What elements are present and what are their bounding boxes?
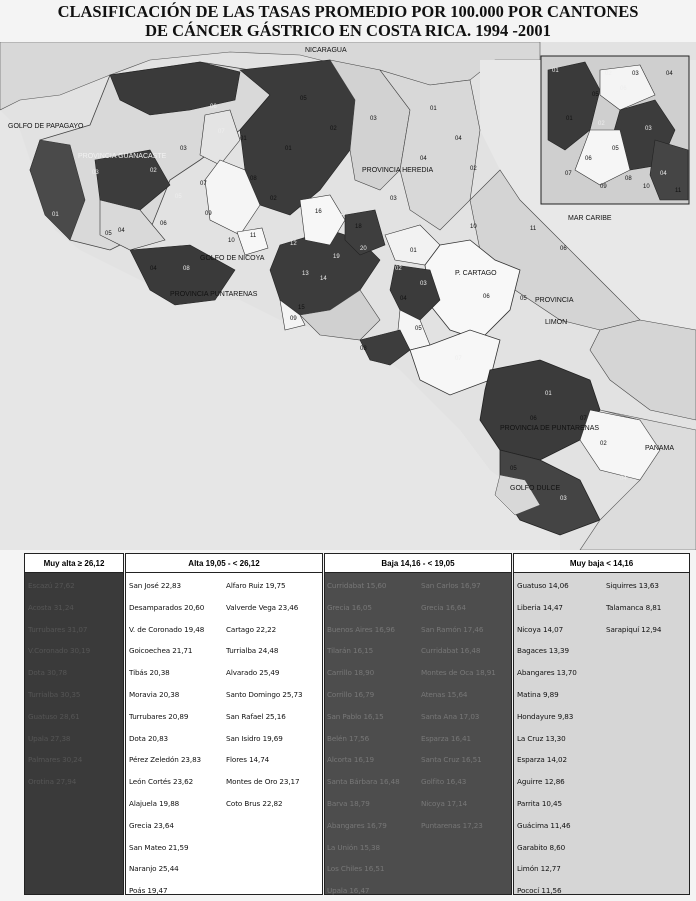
canton-number: 02 bbox=[330, 126, 337, 132]
legend-header-alta: Alta 19,05 - < 26,12 bbox=[126, 554, 322, 573]
canton-number: 04 bbox=[400, 296, 407, 302]
legend-entry: Aguirre 12,86 bbox=[517, 777, 565, 787]
legend-entry: Upala 16,47 bbox=[327, 886, 370, 896]
legend-entry: Valverde Vega 23,46 bbox=[226, 602, 299, 612]
legend-entry: Barva 18,79 bbox=[327, 799, 370, 808]
canton-number: 08 bbox=[183, 266, 190, 272]
legend-column-muy-baja bbox=[513, 553, 690, 895]
legend-entry: Guácima 11,46 bbox=[517, 820, 571, 830]
canton-number: 17 bbox=[340, 211, 347, 217]
canton-number: 03 bbox=[370, 116, 377, 122]
legend-entry: San José 22,83 bbox=[129, 581, 181, 590]
canton-number: 09 bbox=[600, 184, 607, 190]
canton-number: 03 bbox=[560, 496, 567, 502]
canton-number: 05 bbox=[415, 326, 422, 332]
legend-entry: Coto Brus 22,82 bbox=[226, 799, 283, 808]
canton-number: 12 bbox=[290, 241, 297, 247]
legend-entry: Abangares 16,79 bbox=[327, 820, 387, 830]
legend-entry: Orotina 27,94 bbox=[28, 777, 77, 787]
legend-entry: Curridabat 15,60 bbox=[327, 581, 387, 590]
canton-number: 05 bbox=[300, 96, 307, 102]
legend-entry: Goicoechea 21,71 bbox=[129, 646, 193, 656]
legend-entry: Desamparados 20,60 bbox=[129, 602, 205, 612]
legend-entry: Guatuso 14,06 bbox=[517, 581, 569, 590]
canton-number: 02 bbox=[270, 196, 277, 202]
canton-number: 19 bbox=[333, 254, 340, 260]
canton-number: 01 bbox=[52, 212, 59, 218]
canton-number: 04 bbox=[150, 266, 157, 272]
canton-number: 08 bbox=[625, 176, 632, 182]
legend-entry: Tilarán 16,15 bbox=[327, 646, 374, 656]
legend-entry: Liberia 14,47 bbox=[517, 602, 563, 612]
label-mar-caribe: MAR CARIBE bbox=[568, 215, 612, 222]
legend-entry: Matina 9,89 bbox=[517, 690, 559, 699]
rate-classification-legend bbox=[24, 553, 690, 895]
canton-number: 01 bbox=[552, 68, 559, 74]
legend-entry: Poás 19,47 bbox=[129, 886, 168, 896]
legend-entry: Cartago 22,22 bbox=[226, 624, 277, 634]
legend-entry: Montes de Oro 23,17 bbox=[226, 777, 300, 787]
legend-column-baja bbox=[324, 553, 512, 895]
canton-number: 06 bbox=[560, 246, 567, 252]
legend-entry: Grecia 16,64 bbox=[421, 602, 466, 612]
label-golfo-dulce: GOLFO DULCE bbox=[510, 485, 561, 492]
costa-rica-canton-map bbox=[0, 42, 696, 550]
label-provincia-puntarenas-south: PROVINCIA DE PUNTARENAS bbox=[500, 425, 600, 432]
canton-number: 05 bbox=[520, 296, 527, 302]
legend-entry: Carrillo 18,90 bbox=[327, 668, 375, 678]
label-panama: PANAMA bbox=[645, 445, 675, 452]
canton-number: 04 bbox=[455, 136, 462, 142]
legend-entry: Limón 12,77 bbox=[517, 864, 561, 874]
canton-number: 01 bbox=[285, 146, 292, 152]
canton-number: 10 bbox=[470, 224, 477, 230]
canton-number: 01 bbox=[566, 116, 573, 122]
legend-entry: San Pablo 16,15 bbox=[327, 711, 384, 721]
canton-number: 02 bbox=[470, 166, 477, 172]
label-provincia-guanacaste: PROVINCIA GUANACASTE bbox=[78, 153, 167, 160]
legend-header-baja: Baja 14,16 - < 19,05 bbox=[325, 554, 511, 573]
legend-entry: Santa Bárbara 16,48 bbox=[327, 777, 400, 787]
legend-column-muy-alta bbox=[24, 553, 124, 895]
canton-number: 11 bbox=[675, 188, 682, 194]
legend-entry: Hondayure 9,83 bbox=[517, 711, 574, 721]
canton-number: 06 bbox=[483, 294, 490, 300]
legend-entry: Alvarado 25,49 bbox=[226, 668, 280, 678]
legend-entry: Corrillo 16,79 bbox=[327, 690, 375, 699]
canton-number: 16 bbox=[315, 209, 322, 215]
legend-entry: Alcorta 16,19 bbox=[327, 755, 375, 765]
legend-entry: Belén 17,56 bbox=[327, 733, 370, 743]
canton-number: 07 bbox=[218, 129, 225, 135]
canton-number: 01 bbox=[240, 136, 247, 142]
canton-number: 01 bbox=[430, 106, 437, 112]
canton-number: 03 bbox=[92, 170, 99, 176]
legend-entry: Siquirres 13,63 bbox=[606, 581, 659, 590]
label-provincia-limon: PROVINCIA bbox=[535, 297, 574, 304]
legend-entry: Abangares 13,70 bbox=[517, 668, 577, 678]
legend-entry: Sarapiquí 12,94 bbox=[606, 624, 662, 634]
canton-number: 06 bbox=[530, 416, 537, 422]
legend-entry: Palmares 30,24 bbox=[28, 755, 83, 765]
legend-column-alta bbox=[125, 553, 323, 895]
label-golfo-nicoya: GOLFO DE NICOYA bbox=[200, 255, 265, 262]
canton-number: 03 bbox=[180, 146, 187, 152]
canton-number: 05 bbox=[612, 146, 619, 152]
legend-entry: Montes de Oca 18,91 bbox=[421, 668, 496, 678]
canton-number: 14 bbox=[320, 276, 327, 282]
label-provincia-heredia: PROVINCIA HEREDIA bbox=[362, 167, 434, 174]
legend-entry: San Isidro 19,69 bbox=[226, 733, 283, 743]
legend-entry: León Cortés 23,62 bbox=[129, 777, 194, 787]
canton-number: 07 bbox=[455, 356, 462, 362]
legend-entry: Turrialba 24,48 bbox=[226, 646, 279, 656]
legend-entry: Curridabat 16,48 bbox=[421, 646, 481, 656]
legend-entry: Nicoya 14,07 bbox=[517, 624, 564, 634]
label-golfo-papagayo: GOLFO DE PAPAGAYO bbox=[8, 123, 84, 130]
legend-entry: Turrubares 20,89 bbox=[129, 711, 189, 721]
legend-entry: Dota 20,83 bbox=[129, 733, 169, 743]
canton-number: 04 bbox=[420, 156, 427, 162]
legend-entry: V.Coronado 30,19 bbox=[28, 646, 91, 656]
legend-entry: Talamanca 8,81 bbox=[606, 602, 662, 612]
canton-number: 02 bbox=[598, 121, 605, 127]
canton-number: 03 bbox=[390, 196, 397, 202]
canton-number: 05 bbox=[592, 92, 599, 98]
legend-entry: Nicoya 17,14 bbox=[421, 799, 468, 808]
canton-number: 06 bbox=[585, 156, 592, 162]
label-provincia-cartago: P. CARTAGO bbox=[455, 270, 497, 277]
legend-entry: Upala 27,38 bbox=[28, 733, 71, 743]
legend-body-baja bbox=[325, 573, 511, 894]
label-limon: LIMON bbox=[545, 319, 568, 326]
label-provincia-puntarenas: PROVINCIA PUNTARENAS bbox=[170, 291, 258, 298]
canton-number: 04 bbox=[666, 71, 673, 77]
legend-entry: Grecia 23,64 bbox=[129, 820, 174, 830]
legend-entry: Naranjo 25,44 bbox=[129, 864, 179, 874]
legend-entry: Alfaro Ruiz 19,75 bbox=[226, 581, 286, 590]
canton-number: 03 bbox=[645, 126, 652, 132]
legend-entry: Grecia 16,05 bbox=[327, 602, 372, 612]
legend-entry: Moravia 20,38 bbox=[129, 690, 180, 699]
canton-number: 01 bbox=[545, 391, 552, 397]
canton-number: 02 bbox=[600, 441, 607, 447]
legend-entry: V. de Coronado 19,48 bbox=[129, 624, 205, 634]
legend-entry: Turrialba 30,35 bbox=[28, 690, 81, 699]
canton-number: 01 bbox=[410, 248, 417, 254]
legend-entry: Atenas 15,64 bbox=[421, 690, 468, 699]
legend-body-alta bbox=[126, 573, 322, 894]
legend-entry: Tibás 20,38 bbox=[129, 668, 170, 678]
legend-entry: San Mateo 21,59 bbox=[129, 842, 189, 852]
legend-entry: Guatuso 28,61 bbox=[28, 711, 80, 721]
legend-entry: Acosta 31,24 bbox=[28, 602, 74, 612]
canton-number: 18 bbox=[355, 224, 362, 230]
label-nicaragua: NICARAGUA bbox=[305, 47, 347, 54]
legend-header-muy-baja: Muy baja < 14,16 bbox=[514, 554, 689, 573]
canton-number: 07 bbox=[200, 181, 207, 187]
canton-number: 04 bbox=[118, 228, 125, 234]
map-title-line-1: CLASIFICACIÓN DE LAS TASAS PROMEDIO POR 100.000 POR CANTONES bbox=[57, 2, 639, 21]
canton-number: 02 bbox=[395, 266, 402, 272]
canton-number: 11 bbox=[530, 226, 537, 232]
legend-entry: Los Chiles 16,51 bbox=[327, 864, 385, 874]
legend-entry: Pococí 11,56 bbox=[517, 886, 562, 896]
canton-number: 10 bbox=[228, 238, 235, 244]
canton-number: 09 bbox=[290, 316, 297, 322]
legend-entry: Esparza 16,41 bbox=[421, 733, 471, 743]
legend-entry: San Ramón 17,46 bbox=[421, 624, 484, 634]
legend-entry: Santo Domingo 25,73 bbox=[226, 690, 303, 699]
legend-entry: San Rafael 25,16 bbox=[226, 711, 286, 721]
canton-number: 11 bbox=[250, 233, 257, 239]
canton-number: 08 bbox=[360, 346, 367, 352]
legend-entry: Garabito 8,60 bbox=[517, 842, 566, 852]
legend-body-muy-alta bbox=[25, 573, 123, 894]
legend-entry: Flores 14,74 bbox=[226, 755, 270, 765]
canton-number: 20 bbox=[360, 246, 367, 252]
canton-number: 06 bbox=[210, 104, 217, 110]
legend-entry: Golfito 16,43 bbox=[421, 777, 467, 787]
legend-body-muy-baja bbox=[514, 573, 689, 894]
legend-entry: Santa Ana 17,03 bbox=[421, 711, 480, 721]
legend-entry: Dota 30,78 bbox=[28, 668, 68, 678]
map-title-line-2: DE CÁNCER GÁSTRICO EN COSTA RICA. 1994 -2001 bbox=[145, 21, 551, 40]
canton-number: 05 bbox=[175, 194, 182, 200]
canton-number: 03 bbox=[632, 71, 639, 77]
canton-number: 08 bbox=[250, 176, 257, 182]
legend-entry: Parrita 10,45 bbox=[517, 799, 562, 808]
legend-entry: Puntarenas 17,23 bbox=[421, 820, 483, 830]
legend-entry: La Cruz 13,30 bbox=[517, 733, 566, 743]
canton-number: 02 bbox=[605, 71, 612, 77]
legend-entry: San Carlos 16,97 bbox=[421, 581, 481, 590]
canton-number: 05 bbox=[510, 466, 517, 472]
legend-header-muy-alta: Muy alta ≥ 26,12 bbox=[25, 554, 123, 573]
canton-number: 07 bbox=[580, 416, 587, 422]
legend-entry: Buenos Aires 16,96 bbox=[327, 624, 395, 634]
canton-number: 07 bbox=[565, 171, 572, 177]
legend-entry: Turrubares 31,07 bbox=[28, 624, 88, 634]
canton-number: 04 bbox=[620, 476, 627, 482]
legend-entry: Santa Cruz 16,51 bbox=[421, 755, 482, 765]
legend-entry: Pérez Zeledón 23,83 bbox=[129, 755, 202, 765]
canton-number: 13 bbox=[302, 271, 309, 277]
legend-entry: Escazú 27,62 bbox=[28, 581, 75, 590]
canton-number: 03 bbox=[420, 281, 427, 287]
canton-number: 09 bbox=[205, 211, 212, 217]
canton-number: 04 bbox=[660, 171, 667, 177]
legend-entry: Alajuela 19,88 bbox=[129, 799, 180, 808]
canton-number: 05 bbox=[105, 231, 112, 237]
canton-number: 06 bbox=[620, 86, 627, 92]
canton-number: 10 bbox=[643, 184, 650, 190]
legend-entry: Esparza 14,02 bbox=[517, 755, 567, 765]
canton-number: 02 bbox=[150, 168, 157, 174]
canton-number: 15 bbox=[298, 305, 305, 311]
legend-entry: Bagaces 13,39 bbox=[517, 646, 569, 656]
canton-number: 06 bbox=[160, 221, 167, 227]
legend-entry: La Unión 15,38 bbox=[327, 842, 380, 852]
